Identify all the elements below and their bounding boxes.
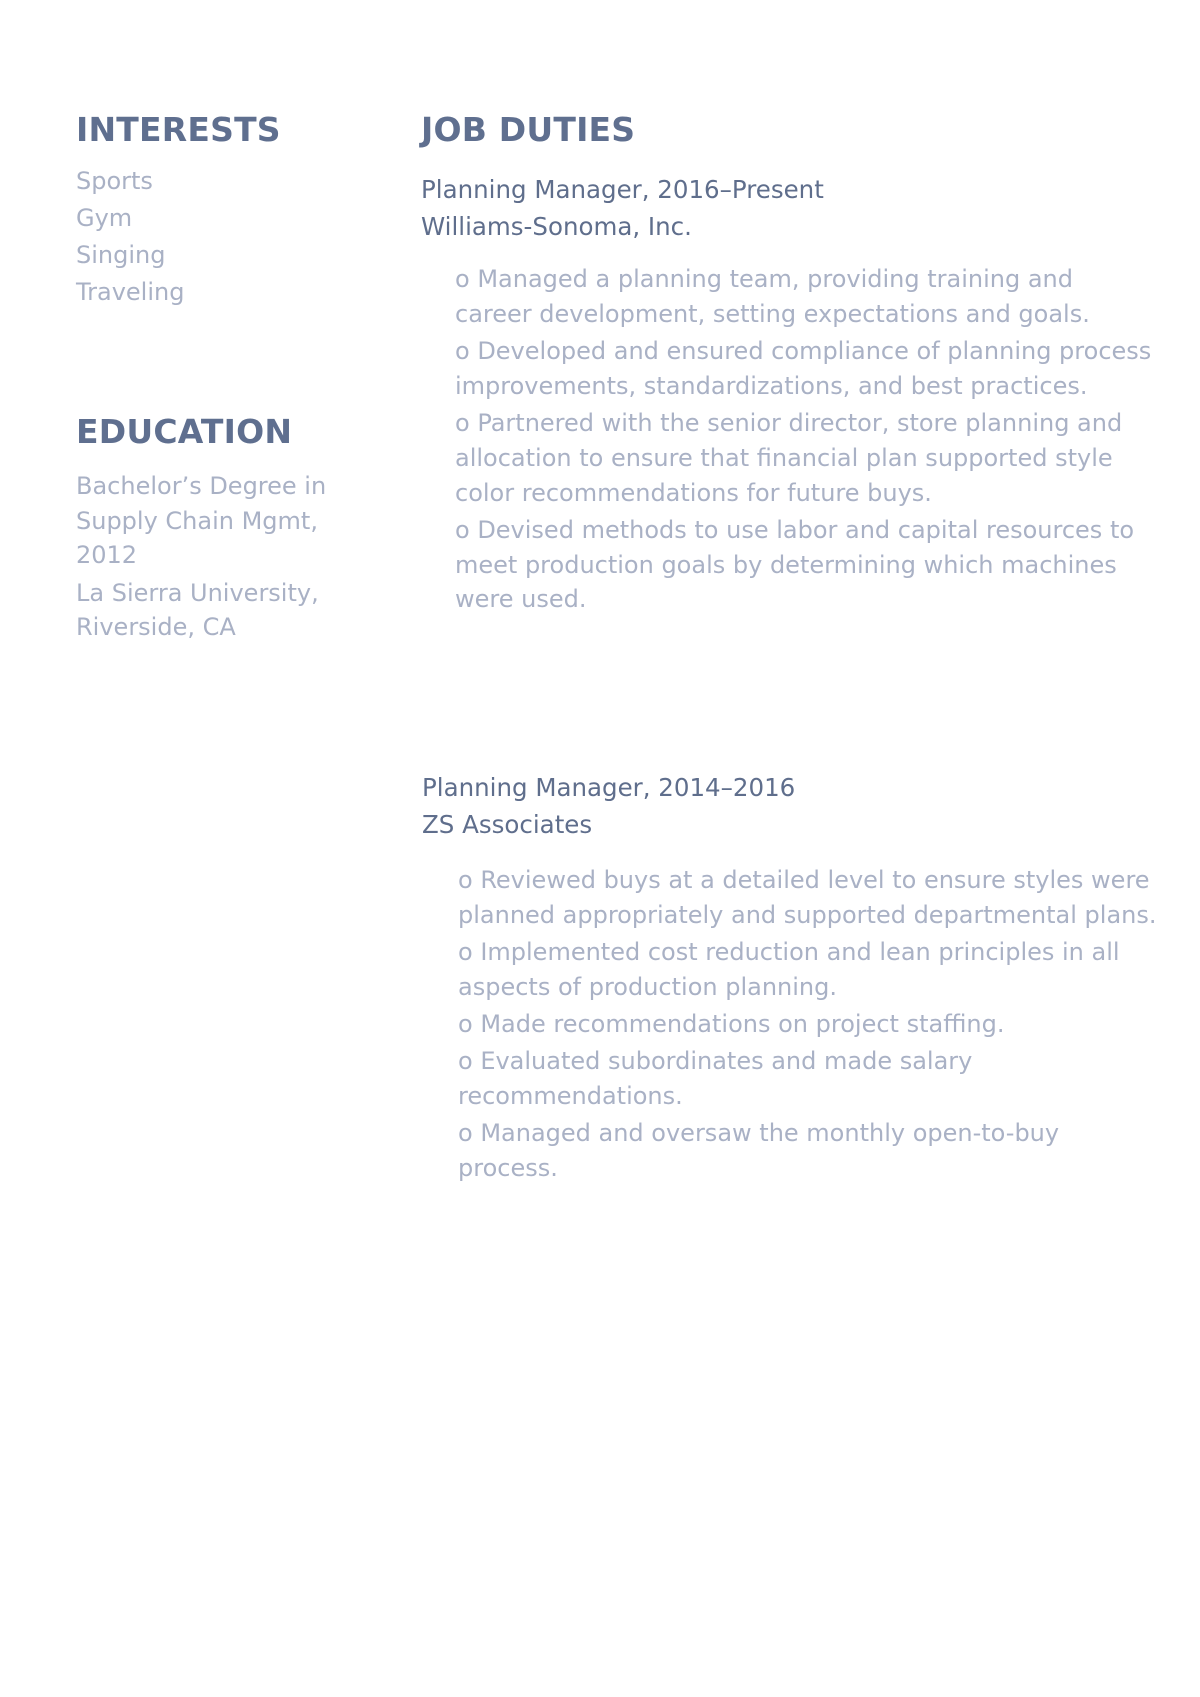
job-company: Williams-Sonoma, Inc.: [421, 212, 692, 241]
job-bullet: o Made recommendations on project staffing.: [458, 1009, 1005, 1038]
job-bullet: o Implemented cost reduction and lean principles in all aspects of production planning.: [458, 937, 1120, 1001]
job-bullets: [458, 863, 1158, 1188]
school-location: Riverside, CA: [76, 613, 236, 641]
school-line: La Sierra University,: [76, 578, 319, 607]
job-bullets: [455, 262, 1155, 620]
degree-year: 2012: [76, 541, 138, 569]
job-title: Planning Manager, 2016–Present: [421, 175, 824, 204]
job-bullet: o Reviewed buys at a detailed level to ensure styles were planned appropriately and supported departmental plans.: [458, 866, 1157, 929]
interests-list: [76, 163, 184, 311]
job-bullet: o Partnered with the senior director, store planning and allocation to ensure that financial plan supported style color recommendations for future buys.: [455, 408, 1123, 507]
interests-heading: INTERESTS: [76, 110, 281, 149]
job-bullet: o Managed a planning team, providing training and career development, setting expectations and goals.: [455, 265, 1090, 328]
job-company: ZS Associates: [422, 810, 593, 839]
job-duties-heading: JOB DUTIES: [421, 110, 636, 149]
interest-item: Sports: [76, 167, 153, 195]
job-bullet: o Managed and oversaw the monthly open-to-buy process.: [458, 1119, 1060, 1182]
interest-item: Gym: [76, 204, 133, 232]
interest-item: Singing: [76, 241, 166, 269]
job-title: Planning Manager, 2014–2016: [422, 773, 796, 802]
education-entry: [76, 469, 326, 645]
degree-line: Supply Chain Mgmt,: [76, 506, 318, 535]
education-heading: EDUCATION: [76, 412, 293, 451]
job-bullet: o Developed and ensured compliance of planning process improvements, standardizations, and best practices.: [455, 336, 1152, 400]
job-bullet: o Devised methods to use labor and capital resources to meet production goals by determining which machines were used.: [455, 515, 1135, 614]
job-bullet: o Evaluated subordinates and made salary recommendations.: [458, 1047, 973, 1110]
interest-item: Traveling: [76, 278, 185, 306]
degree-line: Bachelor’s Degree in: [76, 472, 327, 500]
